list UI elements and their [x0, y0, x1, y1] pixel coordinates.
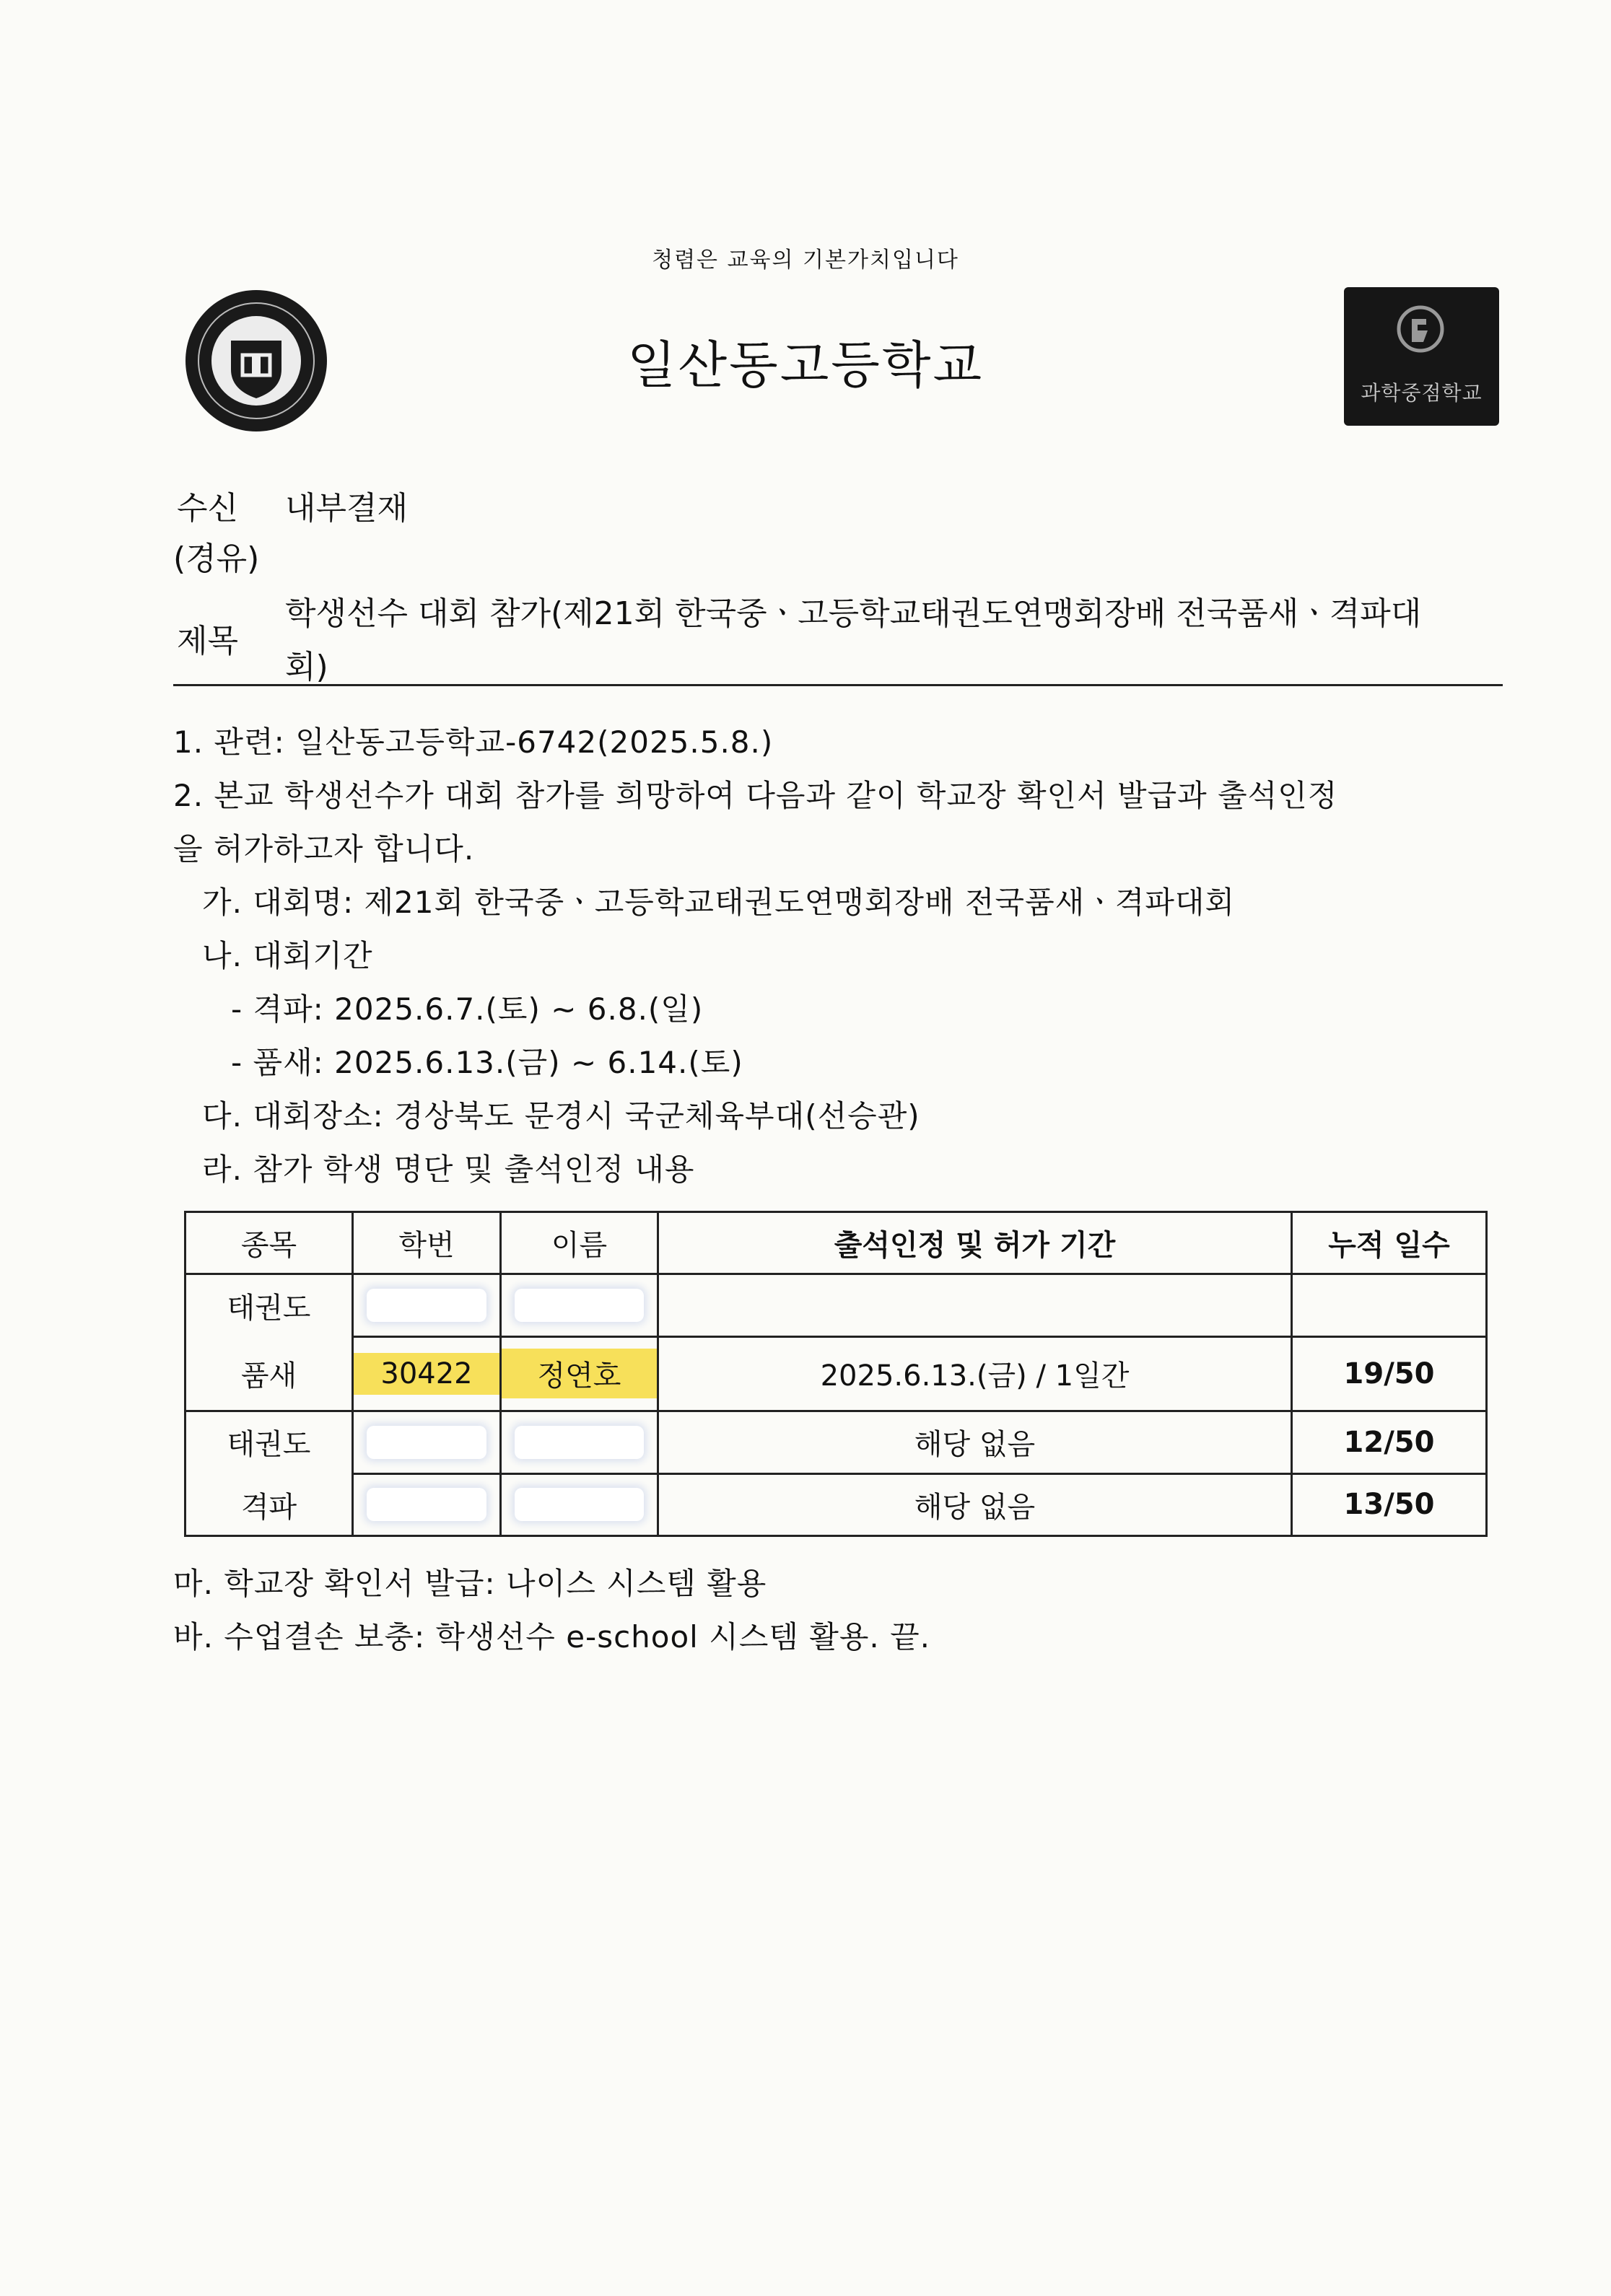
event-cell-group1-bottom: 품새: [185, 1336, 353, 1411]
table-row: [185, 1473, 1487, 1535]
period-cell: 해당 없음: [658, 1473, 1292, 1535]
item-2-line-2: 을 허가하고자 합니다.: [173, 831, 475, 867]
table-row: [185, 1274, 1487, 1336]
header-divider: [173, 684, 1503, 686]
table-row: [185, 1336, 1487, 1411]
days-cell: 12/50: [1292, 1411, 1487, 1473]
days-cell: [1292, 1274, 1487, 1336]
subject-line-1: 학생선수 대회 참가(제21회 한국중ㆍ고등학교태권도연맹회장배 전국품새ㆍ격파대: [285, 595, 1422, 632]
recipient-value: 내부결재: [285, 490, 409, 527]
redacted-student-id: [353, 1473, 501, 1535]
period-cell: [658, 1274, 1292, 1336]
item-1-reference: 1. 관련: 일산동고등학교-6742(2025.5.8.): [173, 724, 774, 760]
student-name-cell: 정연호: [501, 1336, 658, 1411]
subject-label: 제목: [177, 623, 239, 660]
redacted-student-name: [501, 1411, 658, 1473]
science-emblem-icon: [1394, 303, 1446, 355]
item-d-roster-heading: 라. 참가 학생 명단 및 출석인정 내용: [202, 1152, 695, 1187]
table-header-row: [185, 1212, 1487, 1274]
item-b1-breaking-period: - 격파: 2025.6.7.(토) ~ 6.8.(일): [231, 991, 704, 1027]
period-cell: 해당 없음: [658, 1411, 1292, 1473]
school-motto: 청렴은 교육의 기본가치입니다: [652, 247, 959, 273]
item-a-competition-name: 가. 대회명: 제21회 한국중ㆍ고등학교태권도연맹회장배 전국품새ㆍ격파대회: [202, 885, 1236, 920]
header-cell-name: 이름: [501, 1212, 658, 1274]
table-row: [185, 1411, 1487, 1473]
item-2-line-1: 2. 본교 학생선수가 대회 참가를 희망하여 다음과 같이 학교장 확인서 발급과 출석인정: [173, 778, 1338, 813]
student-id-cell: 30422: [353, 1336, 501, 1411]
science-school-badge: [1344, 287, 1499, 426]
days-cell: 19/50: [1292, 1336, 1487, 1411]
recipient-label: 수신: [177, 490, 239, 527]
school-name-title: 일산동고등학교: [626, 336, 984, 395]
header-cell-student-id: 학번: [353, 1212, 501, 1274]
redacted-student-name: [501, 1274, 658, 1336]
via-label: (경유): [173, 540, 260, 577]
item-b2-poomsae-period: - 품새: 2025.6.13.(금) ~ 6.14.(토): [231, 1045, 743, 1080]
item-b-period-heading: 나. 대회기간: [202, 938, 373, 973]
days-cell: 13/50: [1292, 1473, 1487, 1535]
event-cell-group2-bottom: 격파: [185, 1473, 353, 1535]
header-cell-period: 출석인정 및 허가 기간: [658, 1212, 1292, 1274]
item-f-makeup-lessons: 바. 수업결손 보충: 학생선수 e-school 시스템 활용. 끝.: [173, 1619, 931, 1655]
subject-line-2: 회): [285, 649, 328, 685]
item-c-venue: 다. 대회장소: 경상북도 문경시 국군체육부대(선승관): [202, 1098, 920, 1134]
period-cell: 2025.6.13.(금) / 1일간: [658, 1336, 1292, 1411]
science-school-label: 과학중점학교: [1361, 381, 1483, 405]
redacted-student-name: [501, 1473, 658, 1535]
header-cell-cumulative-days: 누적 일수: [1292, 1212, 1487, 1274]
redacted-student-id: [353, 1411, 501, 1473]
event-cell-group2-top: 태권도: [185, 1411, 353, 1473]
item-e-certificate: 마. 학교장 확인서 발급: 나이스 시스템 활용: [173, 1566, 767, 1601]
event-cell-group1-top: 태권도: [185, 1274, 353, 1336]
participant-table: [184, 1211, 1488, 1537]
redacted-student-id: [353, 1274, 501, 1336]
header-cell-event: 종목: [185, 1212, 353, 1274]
